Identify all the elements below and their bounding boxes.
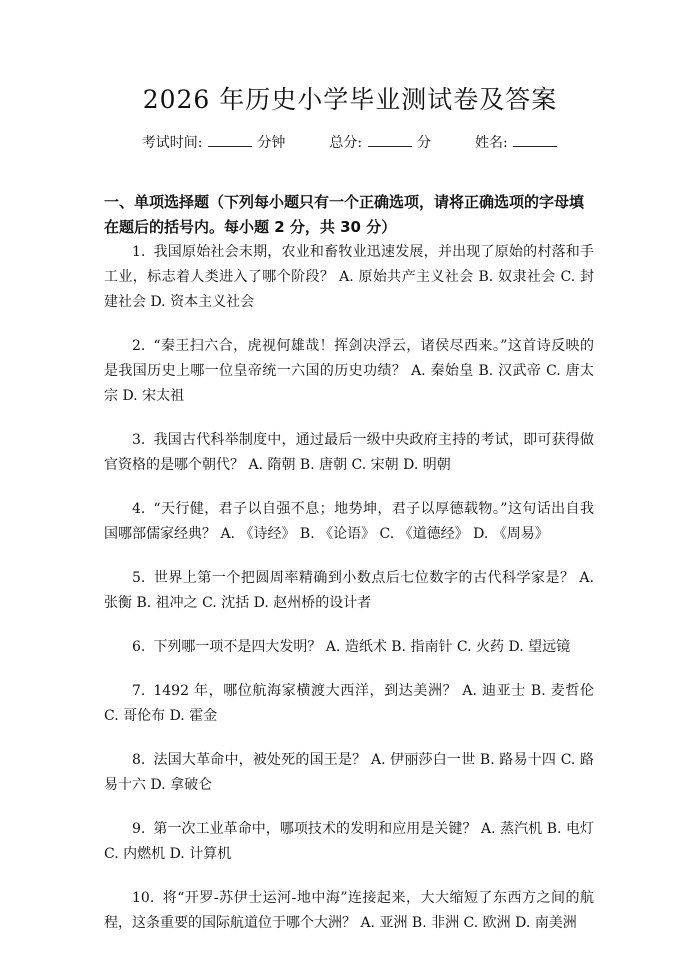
- question-item: [104, 817, 594, 867]
- total-score-unit: 分: [417, 135, 432, 151]
- question-item: [104, 635, 594, 660]
- question-number: 10.: [132, 890, 155, 906]
- question-number: 3.: [132, 432, 146, 448]
- section-heading: 一、单项选择题（下列每小题只有一个正确选项，请将正确选项的字母填在题后的括号内。每小题 2 分，共 30 分）: [104, 193, 585, 236]
- question-item: [104, 679, 594, 729]
- question-number: 2.: [132, 338, 146, 354]
- question-item: [104, 566, 594, 616]
- question-item: [104, 886, 594, 936]
- question-number: 4.: [132, 501, 146, 517]
- student-name: [475, 131, 558, 153]
- exam-meta-row: [0, 131, 700, 153]
- question-text: 1492 年，哪位航海家横渡大西洋，到达美洲？ A. 迪亚士 B. 麦哲伦 C. 哥伦布 D. 霍金: [104, 683, 594, 724]
- page-title: 2026 年历史小学毕业测试卷及答案: [142, 85, 558, 114]
- exam-time-label: 考试时间:: [141, 135, 203, 151]
- total-score: [329, 131, 431, 153]
- question-text: 我国原始社会末期，农业和畜牧业迅速发展，并出现了原始的村落和手工业，标志着人类进入了哪个阶段？ A. 原始共产主义社会 B. 奴隶社会 C. 封建社会 D. 资本主义社会: [104, 244, 594, 310]
- question-number: 6.: [132, 639, 146, 655]
- question-number: 7.: [132, 683, 146, 699]
- question-text: 将“开罗-苏伊士运河-地中海”连接起来，大大缩短了东西方之间的航程，这条重要的国际航道位于哪个大洲？ A. 亚洲 B. 非洲 C. 欧洲 D. 南美洲: [104, 890, 594, 931]
- question-text: “天行健，君子以自强不息；地势坤，君子以厚德载物。”这句话出自我国哪部儒家经典？ A. 《诗经》 B. 《论语》 C. 《道德经》 D. 《周易》: [104, 501, 594, 542]
- question-item: [104, 240, 594, 315]
- question-text: 世界上第一个把圆周率精确到小数点后七位数字的古代科学家是？ A. 张衡 B. 祖冲之 C. 沈括 D. 赵州桥的设计者: [104, 570, 594, 611]
- student-name-blank[interactable]: [513, 131, 557, 147]
- question-item: [104, 334, 594, 409]
- question-text: 下列哪一项不是四大发明？ A. 造纸术 B. 指南针 C. 火药 D. 望远镜: [153, 639, 571, 655]
- question-item: [104, 428, 594, 478]
- question-item: [104, 748, 594, 798]
- question-number: 5.: [132, 570, 146, 586]
- total-score-label: 总分:: [329, 135, 363, 151]
- question-text: “秦王扫六合，虎视何雄哉！挥剑决浮云，诸侯尽西来。”这首诗反映的是我国历史上哪一位皇帝统一六国的历史功绩？ A. 秦始皇 B. 汉武帝 C. 唐太宗 D. 宋太祖: [104, 338, 594, 404]
- question-item: [104, 497, 594, 547]
- exam-time: [142, 131, 286, 153]
- question-text: 第一次工业革命中，哪项技术的发明和应用是关键？ A. 蒸汽机 B. 电灯 C. 内燃机 D. 计算机: [104, 821, 594, 862]
- exam-time-blank[interactable]: [208, 131, 252, 147]
- question-number: 8.: [132, 752, 146, 768]
- question-list: [104, 240, 594, 955]
- question-number: 1.: [132, 244, 146, 260]
- question-text: 我国古代科举制度中，通过最后一级中央政府主持的考试，即可获得做官资格的是哪个朝代？ A. 隋朝 B. 唐朝 C. 宋朝 D. 明朝: [104, 432, 594, 473]
- question-number: 9.: [132, 821, 146, 837]
- exam-time-unit: 分钟: [257, 135, 286, 151]
- student-name-label: 姓名:: [475, 135, 508, 151]
- total-score-blank[interactable]: [368, 131, 412, 147]
- question-text: 法国大革命中，被处死的国王是？ A. 伊丽莎白一世 B. 路易十四 C. 路易十六 D. 拿破仑: [104, 752, 594, 793]
